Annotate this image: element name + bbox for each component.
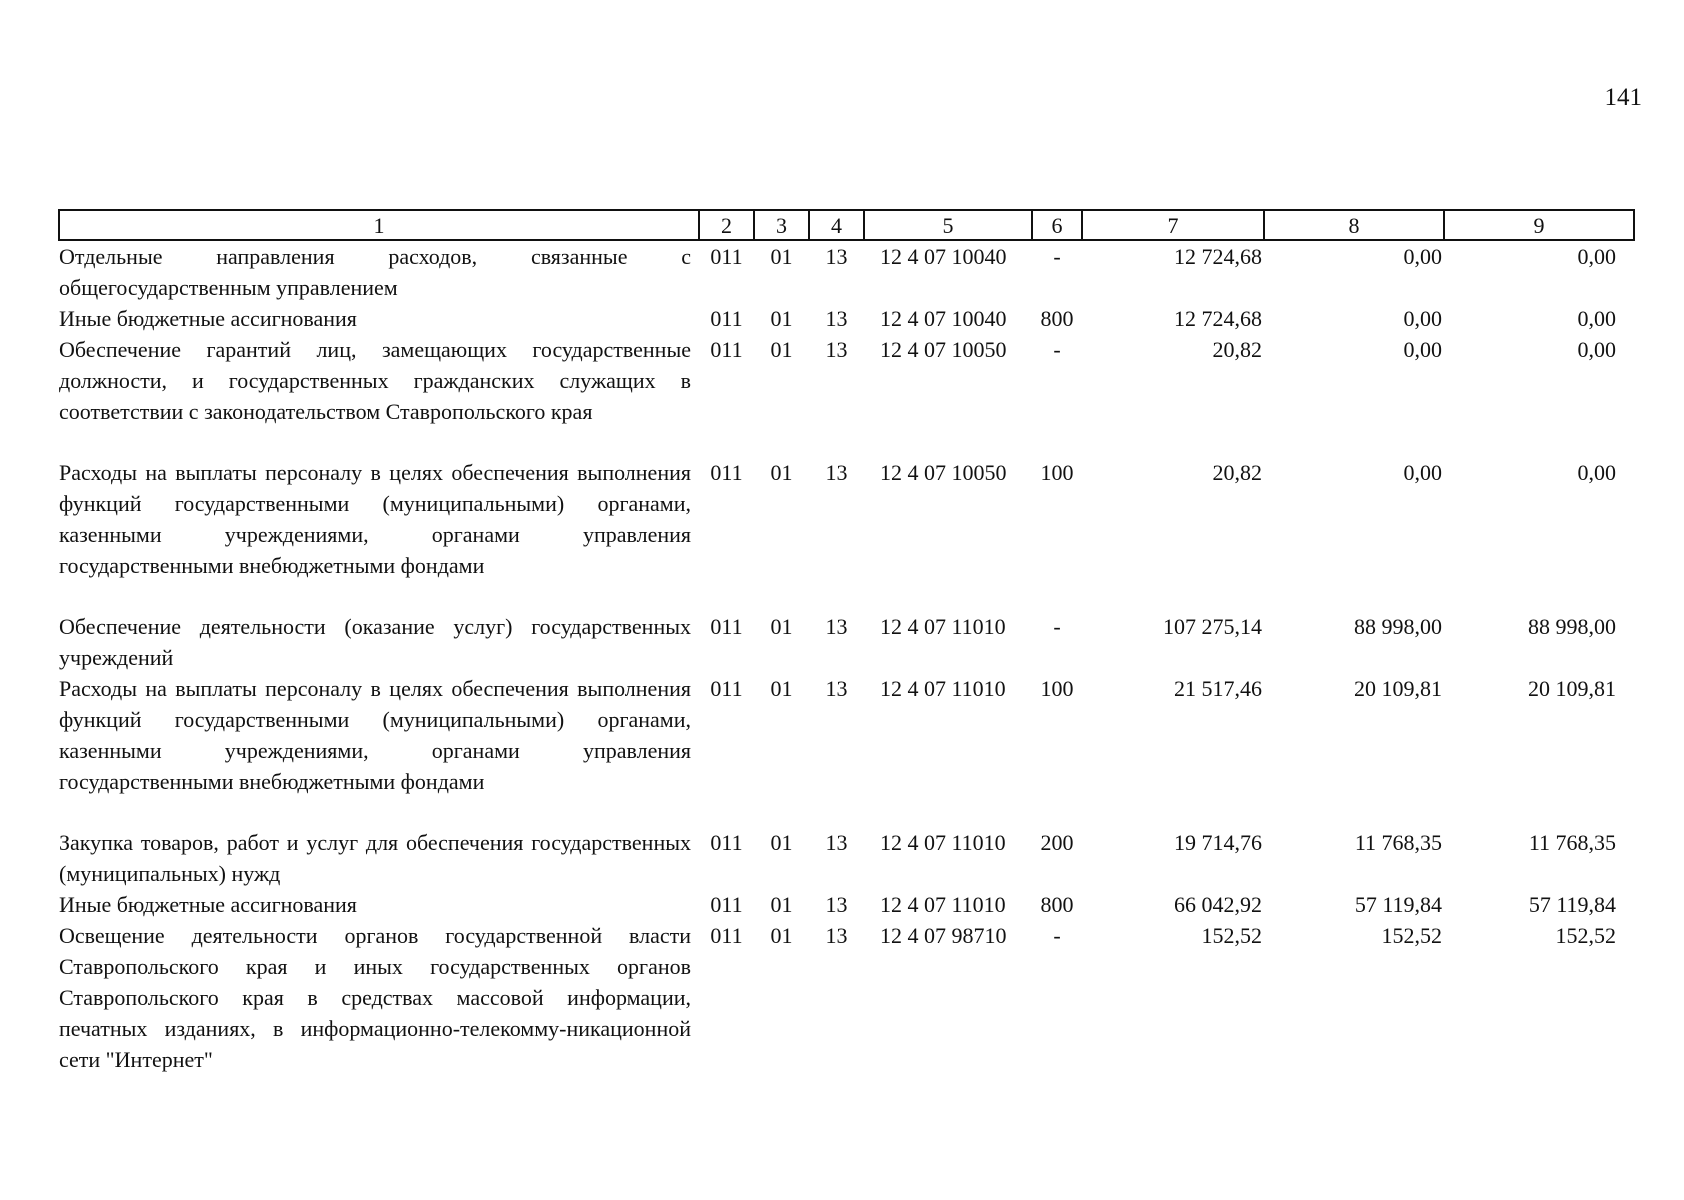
row-description: Расходы на выплаты персоналу в целях обеспечения выполнения функций государственными (муниципальными) органами, казенными учреждениями, органами управления государственными внебюджетными фондами — [59, 676, 691, 794]
cell-col-5: 12 4 07 10040 — [880, 306, 1007, 331]
table-row — [59, 920, 1634, 1075]
cell-col-4: 13 — [825, 306, 848, 331]
cell-col-4: 13 — [825, 460, 848, 485]
table-row — [59, 240, 1634, 303]
cell-col-8: 20 109,81 — [1354, 676, 1442, 701]
header-col-1: 1 — [59, 210, 699, 240]
row-description: Освещение деятельности органов государственной власти Ставропольского края и иных государственных органов Ставропольского края в средствах массовой информации, печатных изданиях, в информационно-телекомму-никационной сети "Интернет" — [59, 923, 691, 1072]
cell-col-6: 800 — [1040, 306, 1074, 331]
cell-col-2: 011 — [710, 614, 743, 639]
cell-col-5: 12 4 07 98710 — [880, 923, 1007, 948]
header-col-4: 4 — [809, 210, 864, 240]
row-description: Обеспечение деятельности (оказание услуг) государственных учреждений — [59, 614, 691, 670]
header-col-7: 7 — [1082, 210, 1264, 240]
cell-col-6: 100 — [1040, 460, 1074, 485]
row-description: Расходы на выплаты персоналу в целях обеспечения выполнения функций государственными (муниципальными) органами, казенными учреждениями, органами управления государственными внебюджетными фондами — [59, 460, 691, 578]
cell-col-2: 011 — [710, 892, 743, 917]
table-row — [59, 827, 1634, 889]
cell-col-7: 20,82 — [1212, 337, 1262, 362]
cell-col-3: 01 — [770, 830, 793, 855]
cell-col-3: 01 — [770, 923, 793, 948]
table-row — [59, 673, 1634, 827]
cell-col-7: 19 714,76 — [1174, 830, 1262, 855]
cell-col-6: 200 — [1040, 830, 1074, 855]
cell-col-9: 20 109,81 — [1528, 676, 1616, 701]
cell-col-6: - — [1053, 244, 1061, 269]
cell-col-7: 152,52 — [1201, 923, 1262, 948]
cell-col-7: 20,82 — [1212, 460, 1262, 485]
cell-col-4: 13 — [825, 244, 848, 269]
cell-col-2: 011 — [710, 830, 743, 855]
table-row — [59, 457, 1634, 611]
cell-col-2: 011 — [710, 337, 743, 362]
cell-col-7: 21 517,46 — [1174, 676, 1262, 701]
cell-col-9: 0,00 — [1577, 460, 1616, 485]
cell-col-5: 12 4 07 10050 — [880, 337, 1007, 362]
cell-col-3: 01 — [770, 337, 793, 362]
cell-col-7: 107 275,14 — [1163, 614, 1262, 639]
cell-col-2: 011 — [710, 676, 743, 701]
cell-col-2: 011 — [710, 244, 743, 269]
cell-col-9: 57 119,84 — [1528, 892, 1616, 917]
table-row — [59, 611, 1634, 673]
cell-col-6: - — [1053, 337, 1061, 362]
cell-col-4: 13 — [825, 337, 848, 362]
row-description: Иные бюджетные ассигнования — [59, 306, 357, 331]
cell-col-8: 152,52 — [1381, 923, 1442, 948]
cell-col-8: 0,00 — [1403, 306, 1442, 331]
cell-col-9: 0,00 — [1577, 306, 1616, 331]
cell-col-2: 011 — [710, 460, 743, 485]
cell-col-4: 13 — [825, 892, 848, 917]
header-col-3: 3 — [754, 210, 809, 240]
cell-col-3: 01 — [770, 892, 793, 917]
row-description: Отдельные направления расходов, связанные с общегосударственным управлением — [59, 244, 691, 300]
cell-col-9: 88 998,00 — [1528, 614, 1616, 639]
cell-col-3: 01 — [770, 460, 793, 485]
cell-col-6: 800 — [1040, 892, 1074, 917]
cell-col-5: 12 4 07 10040 — [880, 244, 1007, 269]
table-row — [59, 334, 1634, 457]
cell-col-8: 88 998,00 — [1354, 614, 1442, 639]
cell-col-9: 152,52 — [1555, 923, 1616, 948]
cell-col-8: 0,00 — [1403, 337, 1442, 362]
cell-col-7: 12 724,68 — [1174, 306, 1262, 331]
row-description: Закупка товаров, работ и услуг для обеспечения государственных (муниципальных) нужд — [59, 830, 691, 886]
cell-col-8: 0,00 — [1403, 244, 1442, 269]
cell-col-7: 66 042,92 — [1174, 892, 1262, 917]
cell-col-9: 0,00 — [1577, 244, 1616, 269]
cell-col-9: 0,00 — [1577, 337, 1616, 362]
column-number-header — [59, 210, 1634, 240]
table-row — [59, 303, 1634, 334]
cell-col-6: - — [1053, 923, 1061, 948]
cell-col-8: 57 119,84 — [1354, 892, 1442, 917]
header-col-9: 9 — [1444, 210, 1634, 240]
page-number: 141 — [1604, 84, 1642, 111]
cell-col-3: 01 — [770, 244, 793, 269]
cell-col-5: 12 4 07 11010 — [880, 614, 1006, 639]
cell-col-5: 12 4 07 11010 — [880, 892, 1006, 917]
header-col-2: 2 — [699, 210, 754, 240]
cell-col-5: 12 4 07 11010 — [880, 830, 1006, 855]
header-col-5: 5 — [864, 210, 1032, 240]
cell-col-3: 01 — [770, 306, 793, 331]
cell-col-5: 12 4 07 10050 — [880, 460, 1007, 485]
cell-col-6: - — [1053, 614, 1061, 639]
cell-col-4: 13 — [825, 676, 848, 701]
row-description: Иные бюджетные ассигнования — [59, 892, 357, 917]
cell-col-4: 13 — [825, 614, 848, 639]
cell-col-3: 01 — [770, 676, 793, 701]
cell-col-6: 100 — [1040, 676, 1074, 701]
cell-col-4: 13 — [825, 830, 848, 855]
header-col-8: 8 — [1264, 210, 1444, 240]
cell-col-9: 11 768,35 — [1528, 830, 1616, 855]
cell-col-8: 11 768,35 — [1354, 830, 1442, 855]
cell-col-2: 011 — [710, 306, 743, 331]
cell-col-3: 01 — [770, 614, 793, 639]
header-col-6: 6 — [1032, 210, 1082, 240]
cell-col-2: 011 — [710, 923, 743, 948]
row-description: Обеспечение гарантий лиц, замещающих государственные должности, и государственных гражданских служащих в соответствии с законодательством Ставропольского края — [59, 337, 691, 424]
cell-col-5: 12 4 07 11010 — [880, 676, 1006, 701]
budget-table — [58, 209, 1635, 1075]
cell-col-4: 13 — [825, 923, 848, 948]
cell-col-7: 12 724,68 — [1174, 244, 1262, 269]
table-row — [59, 889, 1634, 920]
cell-col-8: 0,00 — [1403, 460, 1442, 485]
